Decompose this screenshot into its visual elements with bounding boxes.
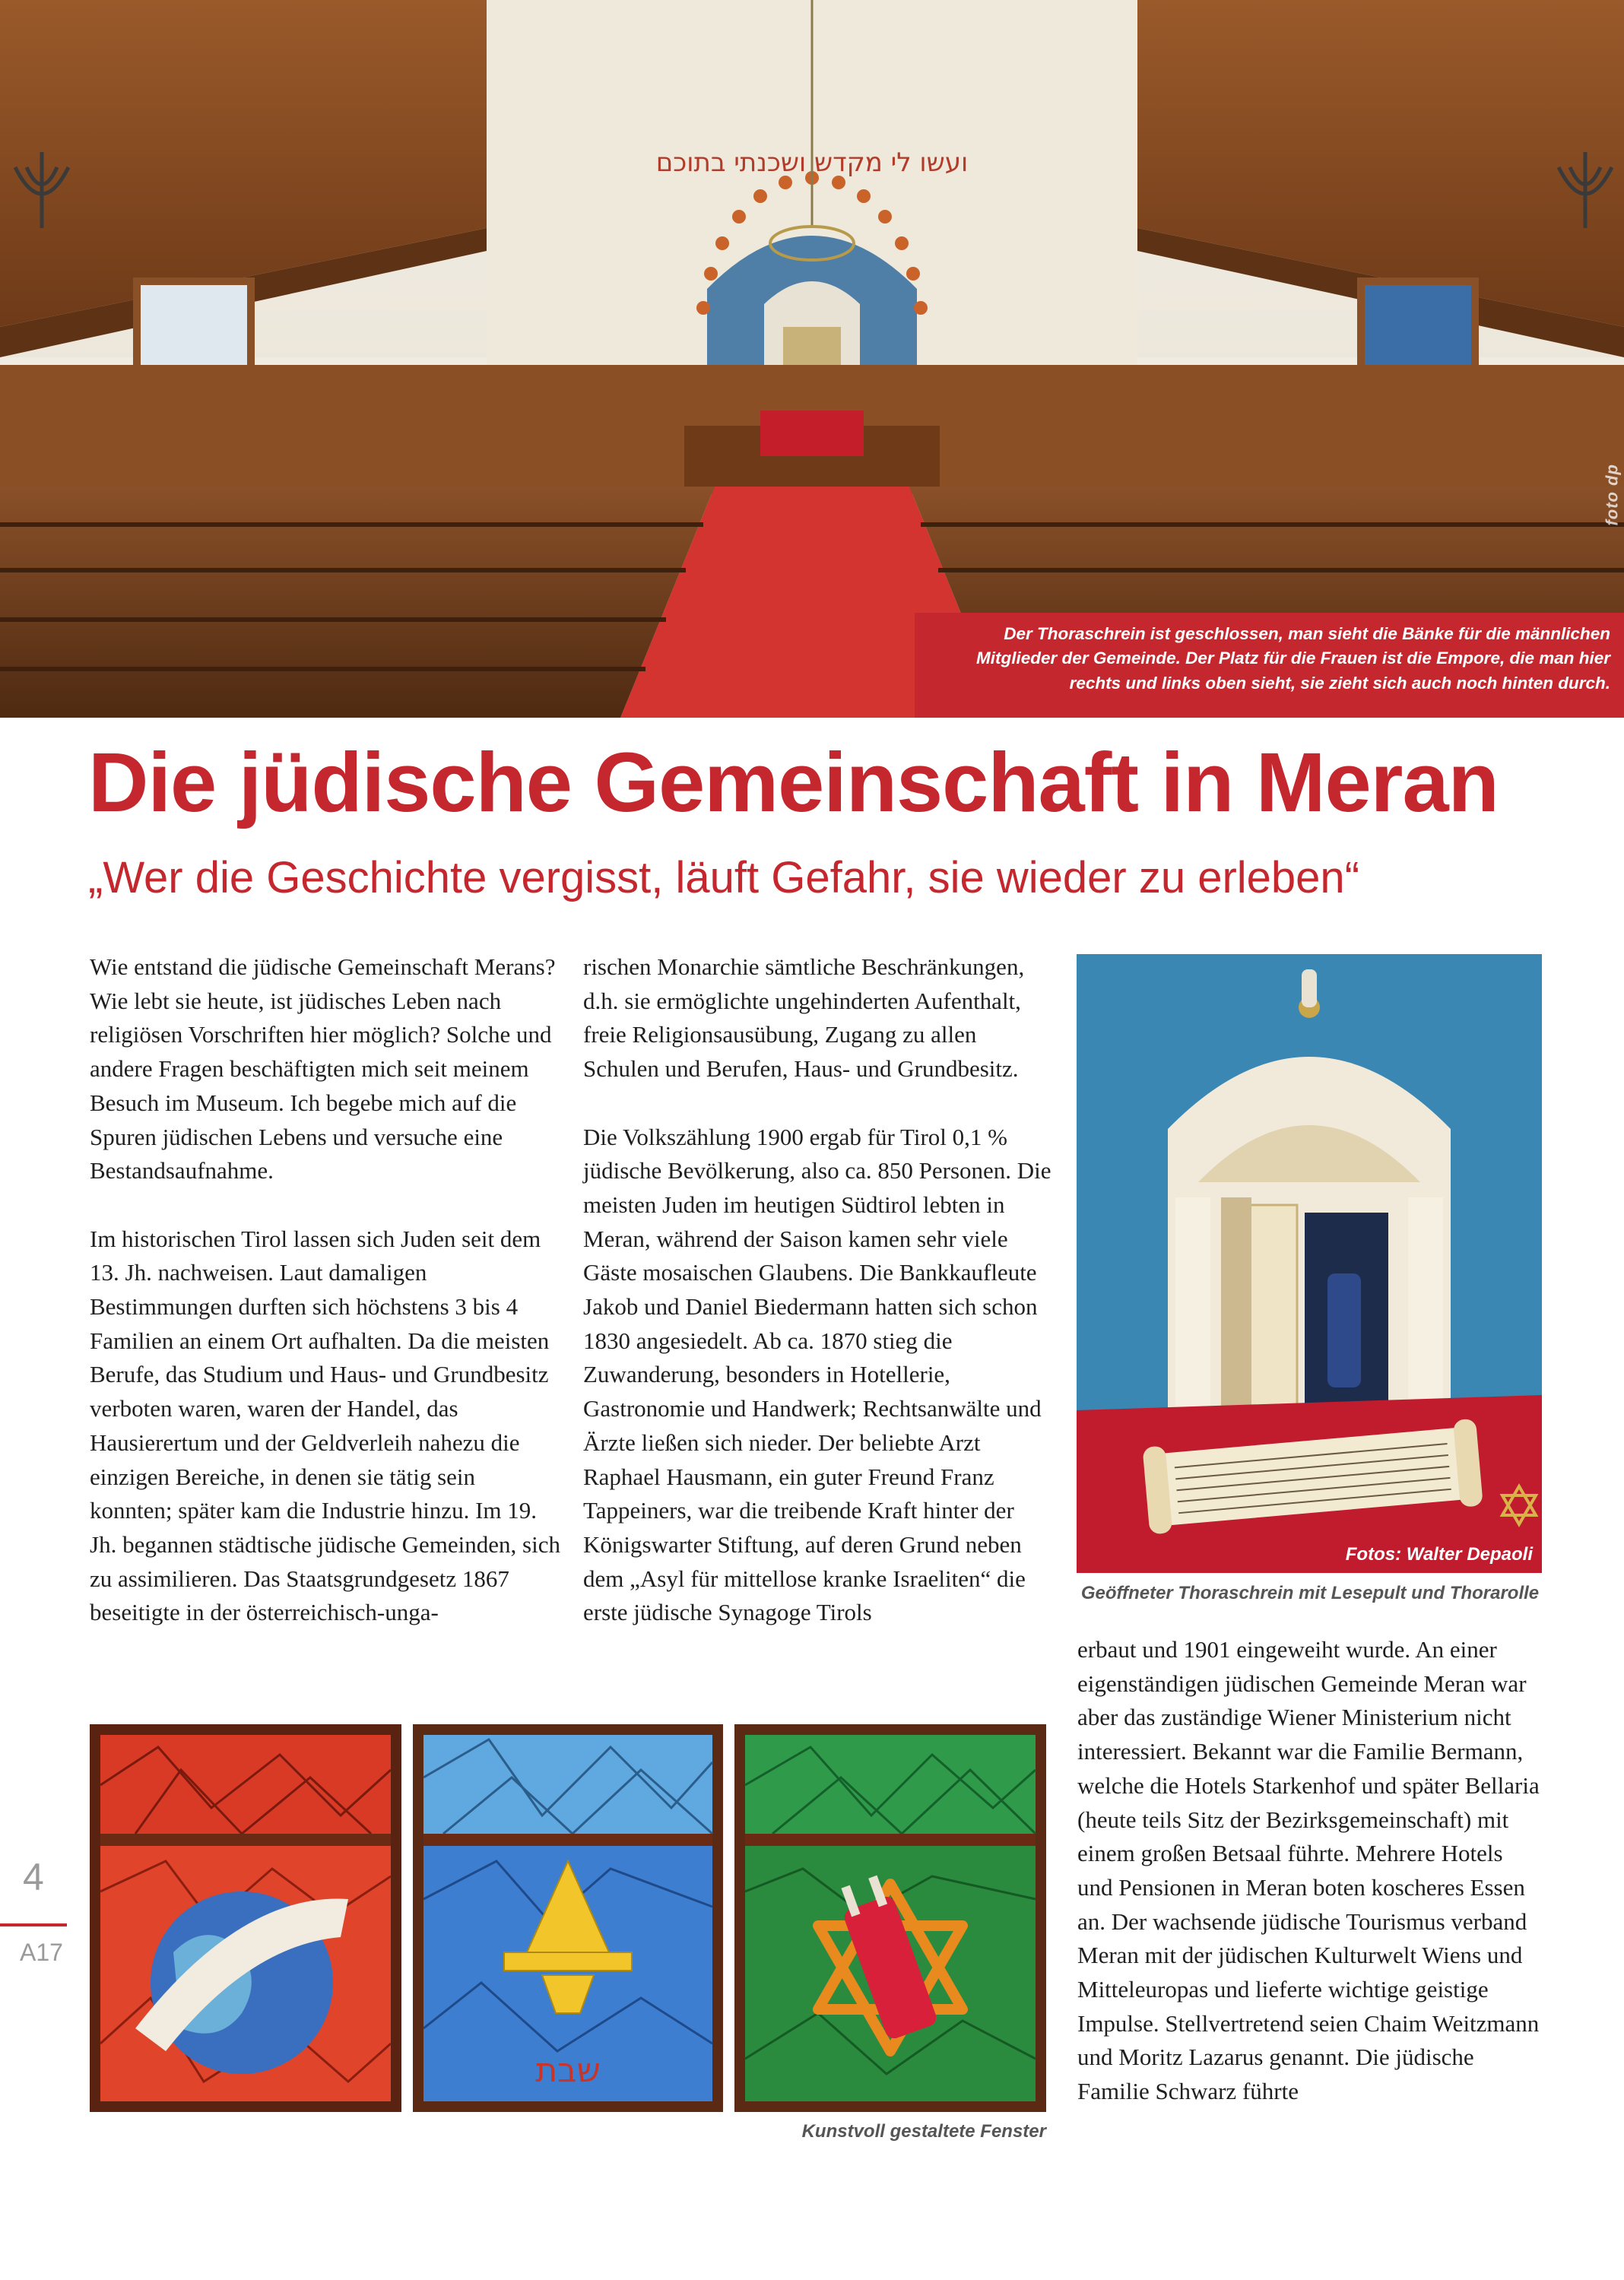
hero-caption: Der Thoraschrein ist geschlossen, man sieht die Bänke für die männlichen Mitglieder der Gemeinde. Der Platz für die Frauen ist die Empore, die man hier rechts und links oben sieht, sie zieht sich auch noch hinten durch. xyxy=(915,613,1624,718)
article-subtitle: „Wer die Geschichte vergisst, läuft Gefahr, sie wieder zu erleben“ xyxy=(88,853,1360,902)
text-column-2 xyxy=(583,950,1055,1630)
hero-photo xyxy=(0,0,1624,718)
stained-glass-window-red xyxy=(90,1724,401,2112)
ark-photo-caption: Geöffneter Thoraschrein mit Lesepult und Thorarolle xyxy=(1080,1583,1540,1603)
stained-glass-window-blue xyxy=(413,1724,723,2112)
text-column-1 xyxy=(90,950,561,1630)
issue-code: A17 xyxy=(20,1939,63,1966)
page-number: 4 xyxy=(23,1856,44,1898)
paragraph: Die Volkszählung 1900 ergab für Tirol 0,1 % jüdische Bevölkerung, also ca. 850 Personen. Die meisten Juden im heutigen Südtirol lebten in Meran, während der Saison kamen sehr viele Gäste mosaischen Glaubens. Die Bankkaufleute Jakob und Daniel Biedermann hatten sich schon 1830 angesiedelt. Ab ca. 1870 stieg die Zuwanderung, besonders in Hotellerie, Gastronomie und Handwerk; Rechtsanwälte und Ärzte ließen sich nieder. Der beliebte Arzt Raphael Hausmann, ein guter Freund Franz Tappeiners, war die treibende Kraft hinter der Königswarter Stiftung, auf deren Grund neben dem „Asyl für mittellose kranke Israeliten“ die erste jüdische Synagoge Tirols xyxy=(583,1123,1051,1626)
paragraph: Wie entstand die jüdische Gemeinschaft Merans? Wie lebt sie heute, ist jüdisches Leben nach religiösen Vorschriften hier möglich? Solche und andere Fragen beschäftigten mich seit meinem Besuch im Museum. Ich begebe mich auf die Spuren jüdischen Lebens und versuche eine Bestandsaufnahme. xyxy=(90,953,556,1184)
shabbat-text: שבת xyxy=(535,2051,601,2090)
paragraph: Im historischen Tirol lassen sich Juden seit dem 13. Jh. nachweisen. Laut damaligen Bestimmungen durften sich höchstens 3 bis 4 Familien an einem Ort aufhalten. Da die meisten Berufe, das Studium und Haus- und Grundbesitz verboten waren, waren der Handel, das Hausierertum und der Geldverleih nahezu die einzigen Bereiche, in denen sie tätig sein konnten; später kam die Industrie hinzu. Im 19. Jh. begannen städtische jüdische Gemeinden, sich zu assimilieren. Das Staatsgrundgesetz 1867 beseitigte in der österreichisch-unga- xyxy=(90,1225,560,1626)
torah-ark-photo xyxy=(1077,954,1542,1573)
text-column-3 xyxy=(1077,1633,1541,2109)
stained-glass-window-green xyxy=(734,1724,1046,2112)
windows-caption: Kunstvoll gestaltete Fenster xyxy=(801,2121,1046,2142)
ark-photo-credit: Fotos: Walter Depaoli xyxy=(1345,1544,1533,1565)
page-marker-rule xyxy=(0,1923,67,1926)
hero-photo-credit: foto dp xyxy=(1603,464,1622,526)
paragraph: rischen Monarchie sämtliche Beschränkungen, d.h. sie ermöglichte ungehinderten Aufenthalt, freie Religionsausübung, Zugang zu allen Schulen und Berufen, Haus- und Grundbesitz. xyxy=(583,953,1025,1083)
paragraph: erbaut und 1901 eingeweiht wurde. An einer eigenständigen jüdischen Gemeinde Meran war aber das zuständige Wiener Ministerium nicht interessiert. Bekannt war die Familie Bermann, welche die Hotels Starkenhof und später Bellaria (heute teils Sitz der Bezirksgemeinschaft) mit einem großen Betsaal führte. Mehrere Hotels und Pensionen in Meran boten koscheres Essen an. Der wachsende jüdische Tourismus verband Meran mit der jüdischen Kulturwelt Wiens und Mitteleuropas und lieferte wichtige geistige Impulse. Stellvertretend seien Chaim Weitzmann und Moritz Lazarus genannt. Die jüdische Familie Schwarz führte xyxy=(1077,1636,1540,2105)
hero-inscription: ועשו לי מקדש ושכנתי בתוכם xyxy=(655,147,969,178)
article-title: Die jüdische Gemeinschaft in Meran xyxy=(88,736,1499,829)
